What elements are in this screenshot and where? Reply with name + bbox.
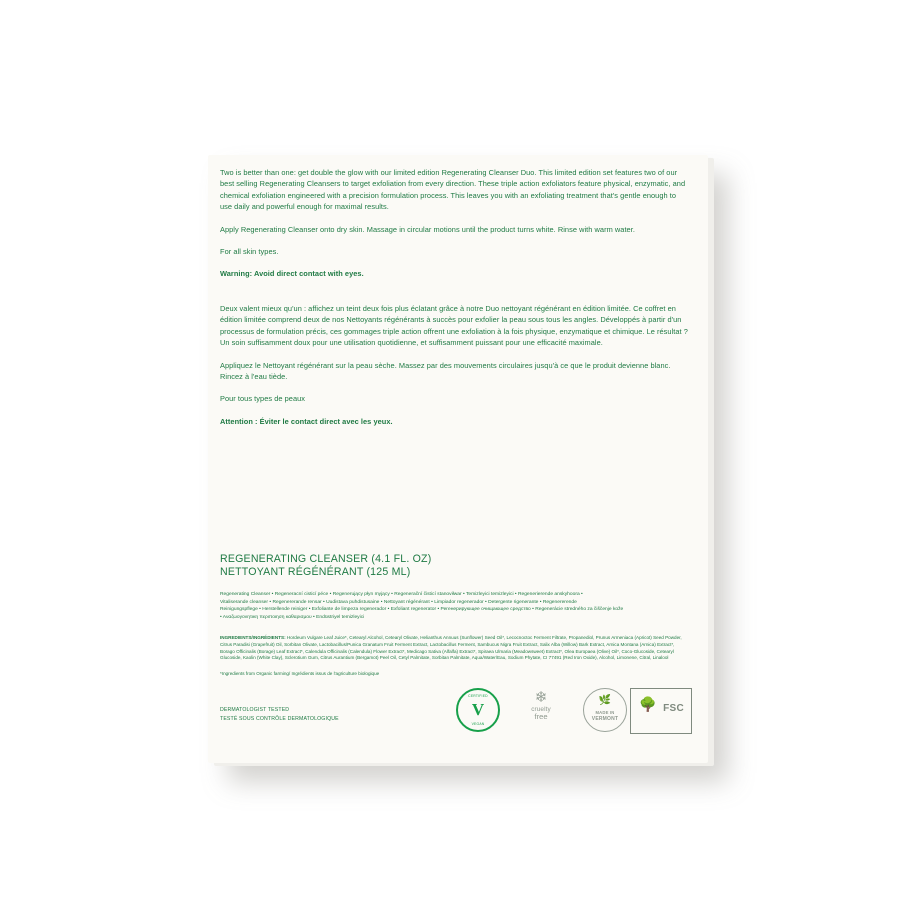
vegan-seal-icon: [456, 688, 500, 732]
cruelty-free-line-2: free: [534, 712, 548, 721]
certified-vegan-badge: [456, 688, 500, 732]
fsc-tree-icon: 🌳: [639, 696, 657, 712]
cruelty-free-badge: [518, 690, 564, 721]
certification-badges-row: [456, 688, 692, 734]
french-warning: Attention : Éviter le contact direct avec les yeux.: [220, 416, 393, 426]
vegan-seal-arc-bottom: VEGAN: [471, 722, 485, 726]
vermont-line-2: VERMONT: [591, 716, 619, 722]
french-directions-paragraph: Appliquez le Nettoyant régénérant sur la peau sèche. Massez par des mouvements circulaires jusqu'à ce que le produit devienne blanc. Rincez à l'eau tiède.: [220, 360, 671, 382]
english-copy-block: [220, 167, 690, 291]
vegan-seal-arc-top: CERTIFIED: [468, 694, 488, 698]
vermont-seal-icon: [583, 688, 627, 732]
fsc-logo-icon: [630, 688, 692, 734]
english-skin-types: For all skin types.: [220, 247, 279, 257]
dermatologist-tested-block: [220, 706, 339, 724]
leaping-bunny-icon: [518, 690, 564, 721]
product-info-block: [220, 553, 690, 677]
vermont-line-1: MADE IN: [595, 710, 615, 715]
french-copy-block: [220, 303, 690, 438]
english-intro-paragraph: Two is better than one: get double the glow with our limited edition Regenerating Cleanser Duo. This limited edition set features two of our best selling Regenerating Cleansers to target exfoliation from every direction. These triple action exfoliators feature physical, enzymatic, and chemical exfoliation engineered with a precision formulation process. This leaves you with an exfoliating treatment that's gentle enough to use daily and powerful enough for maximal results.: [220, 168, 686, 212]
leaf-icon: 🌿: [598, 695, 612, 706]
fsc-badge: [630, 688, 692, 734]
french-intro-paragraph: Deux valent mieux qu'un : affichez un teint deux fois plus éclatant grâce à notre Duo nettoyant régénérant en édition limitée. Ce coffret en édition limitée comprend deux de nos Nettoyants régénérants à succès pour exfolier la peau sous tous les angles. Développés à partir d'un processus de formulation précis, ces gommages triple action offrent une exfoliation à la fois physique, enzymatique et chimique. Le résultat ? Un soin suffisamment doux pour une utilisation quotidienne, et suffisamment puissant pour une efficacité maximale.: [220, 304, 688, 348]
cruelty-free-line-1: cruelty: [531, 706, 551, 713]
fsc-label: FSC: [663, 703, 684, 714]
translations-line-2: Vitaliserande cleanser • Regenererande rensar • Uudistava puhdistusaine • Nettoyant régénérant • Limpiador regenerador • Detergente rigenerante • Regenererende: [220, 599, 577, 605]
dermatologist-tested-english: DERMATOLOGIST TESTED: [220, 707, 290, 713]
translations-line-1: Regenerating Cleanser • Regeneracní cisticí péce • Regenerujący płyn myjący • Regenerační čisticí stanoviłwar • Temizleyici temizleyici • Regenerierende anskyhoora •: [220, 592, 583, 597]
ingredients-label: INGREDIENTS/INGRÉDIENTS:: [220, 635, 286, 641]
product-name-french: NETTOYANT RÉGÉNÉRANT (125 ML): [220, 566, 411, 578]
panel-content: [208, 155, 708, 763]
translations-line-4: • Αναζωογονητικη περιποιηση καθαρισμου • Endüstriyel temizleyici: [220, 614, 365, 620]
ingredients-list: [220, 635, 686, 661]
made-in-vermont-badge: [583, 688, 627, 732]
organic-ingredients-note: *Ingredients from Organic farming/ Ingrédients issus de l'agriculture biologique: [220, 670, 380, 676]
bunny-glyph-icon: ❄: [534, 689, 548, 706]
english-directions-paragraph: Apply Regenerating Cleanser onto dry skin. Massage in circular motions until the product turns white. Rinse with warm water.: [220, 224, 635, 234]
vegan-seal-letter: V: [471, 700, 485, 719]
product-name-english: REGENERATING CLEANSER (4.1 FL. OZ): [220, 553, 432, 565]
french-skin-types: Pour tous types de peaux: [220, 394, 306, 404]
product-box-back-panel: [208, 155, 708, 763]
english-warning: Warning: Avoid direct contact with eyes.: [220, 269, 364, 279]
translations-line-3: Reinigungspflege • Herstellende reiniger • Exfoliante de limpeza regenerador • Exfoliant regenerator • Регенерирующее очищающее средство • Regenerácie stredného za čiščenje kože: [220, 607, 624, 613]
multilingual-product-names: [220, 591, 686, 621]
dermatologist-tested-french: TESTÉ SOUS CONTRÔLE DERMATOLOGIQUE: [220, 716, 339, 722]
ingredients-text: Hordeum Vulgare Leaf Juice*, Cetearyl Alcohol, Cetearyl Olivate, Helianthus Annuus (Sunflower) Seed Oil*, Lecocnoctoc Ferment Filtrate, Propanediol, Prunus Armeniaca (Apricot) Seed Powder, Citrus Paradisi (Grapefruit) Oil, Sorbitan Olivate, Lactobacillus/Punica Granatum Fruit Ferment Extract, Lactobacillus Ferment, Sambucus Nigra Fruit Extract, Salix Alba (Willow) Bark Extract, Arnica Montana (Arnica) Extract*, Borago Officinalis (Borage) Leaf Extract*, Calendula Officinalis (Calendula) Flower Extract*, Medicago Sativa (Alfalfa) Extract*, Spiraea Ulmaria (Meadowsweet) Extract*, Olea Europaea (Olive) Oil*, Coco-Glucoside, Cetearyl Glucoside, Kaolin (White Clay), Sclerotium Gum, Citrus Aurantium (Bergamot) Peel Oil, Cetyl Palmitate, Sorbitan Palmitate, Aqua/Water/Eau, Sodium Phytate, CI 77491 (Red Iron Oxide), Alcohol, Limonene, Citral, Linalool: [220, 635, 682, 661]
